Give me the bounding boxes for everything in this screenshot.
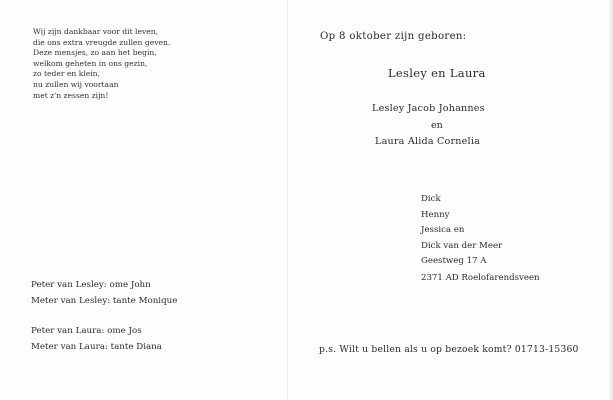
godparents-laura [31,324,162,355]
family-member: Henny [421,209,450,220]
baby-names-title: Lesley en Laura [388,66,486,80]
birth-intro: Op 8 oktober zijn geboren: [320,31,467,42]
godmother-laura: Meter van Laura: tante Diana [31,341,162,352]
card-fold [287,0,288,400]
address [421,253,540,286]
postscript: p.s. Wilt u bellen als u op bezoek komt? 01713-15360 [319,344,579,355]
poem-line: met z'n zessen zijn! [33,90,109,100]
godfather-laura: Peter van Laura: ome Jos [31,326,142,336]
postal-city: 2371 AD Roelofarendsveen [421,272,540,283]
card-edge [609,0,613,400]
family-member: Jessica en [421,225,465,236]
names-conjunction: en [431,120,443,131]
family-member: Dick [421,194,441,204]
poem [33,27,170,101]
family-signatures [421,192,502,254]
poem-line: die ons extra vreugde zullen geven. [33,37,171,47]
poem-line: Wij zijn dankbaar voor dit leven, [33,27,159,36]
godparents-lesley [31,278,177,309]
poem-line: zo teder en klein, [33,69,100,79]
godmother-lesley: Meter van Lesley: tante Monique [31,295,178,306]
godfather-lesley: Peter van Lesley: ome John [31,280,151,290]
family-member: Dick van der Meer [421,240,503,251]
full-name-laura: Laura Alida Cornelia [375,136,481,147]
poem-line: nu zullen wij voortaan [33,79,119,89]
full-name-lesley: Lesley Jacob Johannes [372,103,485,114]
street-address: Geestweg 17 A [421,256,487,266]
poem-line: welkom geheten in ons gezin, [33,58,148,68]
poem-line: Deze mensjes, zo aan het begin, [33,48,157,58]
